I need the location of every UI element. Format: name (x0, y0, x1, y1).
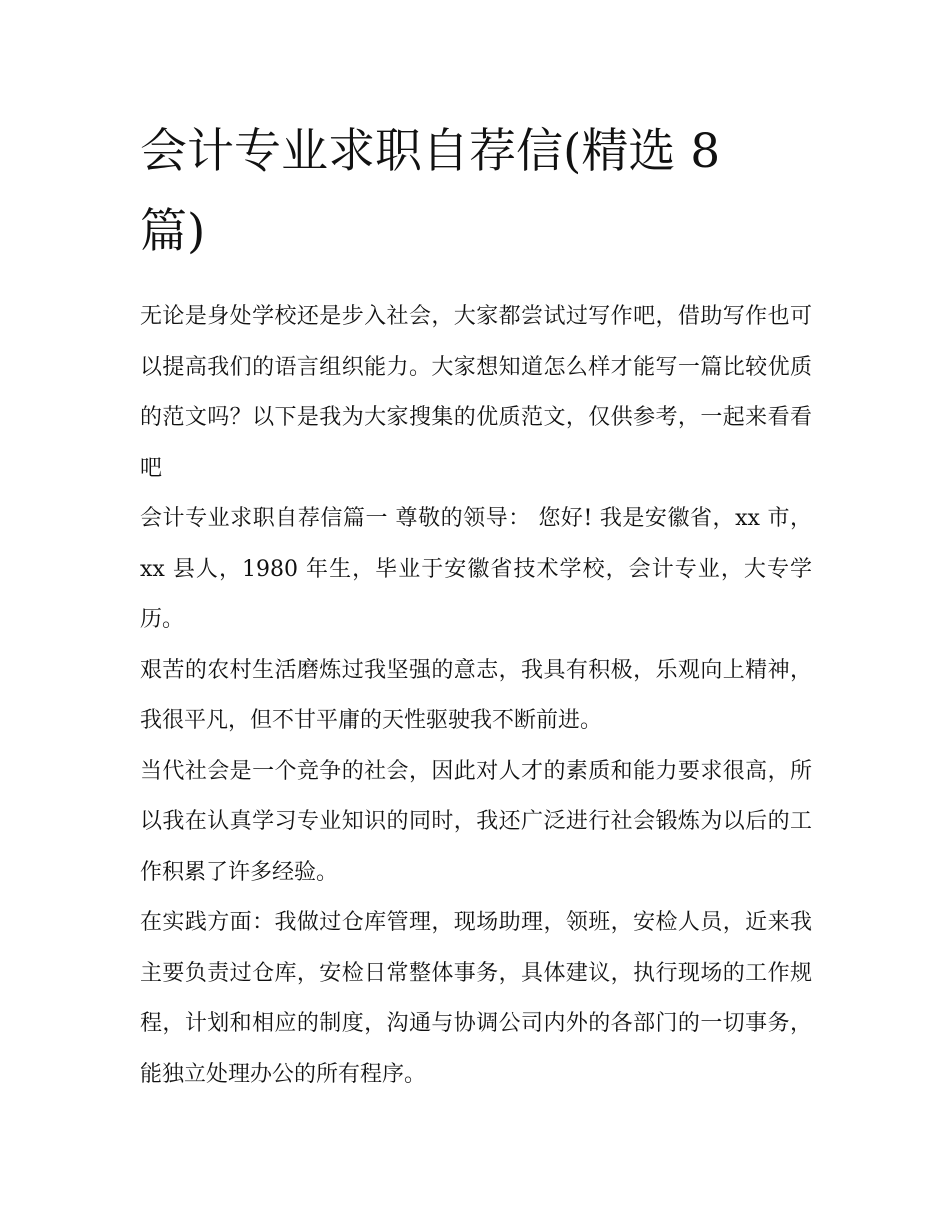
paragraph-letter-opening: 会计专业求职自荐信篇一 尊敬的领导： 您好! 我是安徽省，xx 市，xx 县人，1980 年生，毕业于安徽省技术学校，会计专业，大专学历。 (140, 506, 812, 632)
paragraph-practice: 在实践方面：我做过仓库管理，现场助理，领班，安检人员，近来我主要负责过仓库，安检日常整体事务，具体建议，执行现场的工作规程，计划和相应的制度，沟通与协调公司内外的各部门的一切事务，能独立处理办公的所有程序。 (140, 910, 812, 1087)
paragraph-character: 艰苦的农村生活磨炼过我坚强的意志，我具有积极，乐观向上精神，我很平凡，但不甘平庸的天性驱驶我不断前进。 (140, 657, 812, 733)
document-title-line-2: 篇) (140, 204, 206, 259)
document-content (140, 112, 812, 1100)
paragraph-intro: 无论是身处学校还是步入社会，大家都尝试过写作吧，借助写作也可以提高我们的语言组织能力。大家想知道怎么样才能写一篇比较优质的范文吗？以下是我为大家搜集的优质范文，仅供参考，一起来看看吧 (140, 304, 812, 481)
document-title (140, 112, 780, 272)
document-body (140, 292, 812, 1100)
paragraph-society: 当代社会是一个竞争的社会，因此对人才的素质和能力要求很高，所以我在认真学习专业知识的同时，我还广泛进行社会锻炼为以后的工作积累了许多经验。 (140, 758, 812, 885)
document-title-line-1: 会计专业求职自荐信(精选 8 (140, 124, 721, 179)
